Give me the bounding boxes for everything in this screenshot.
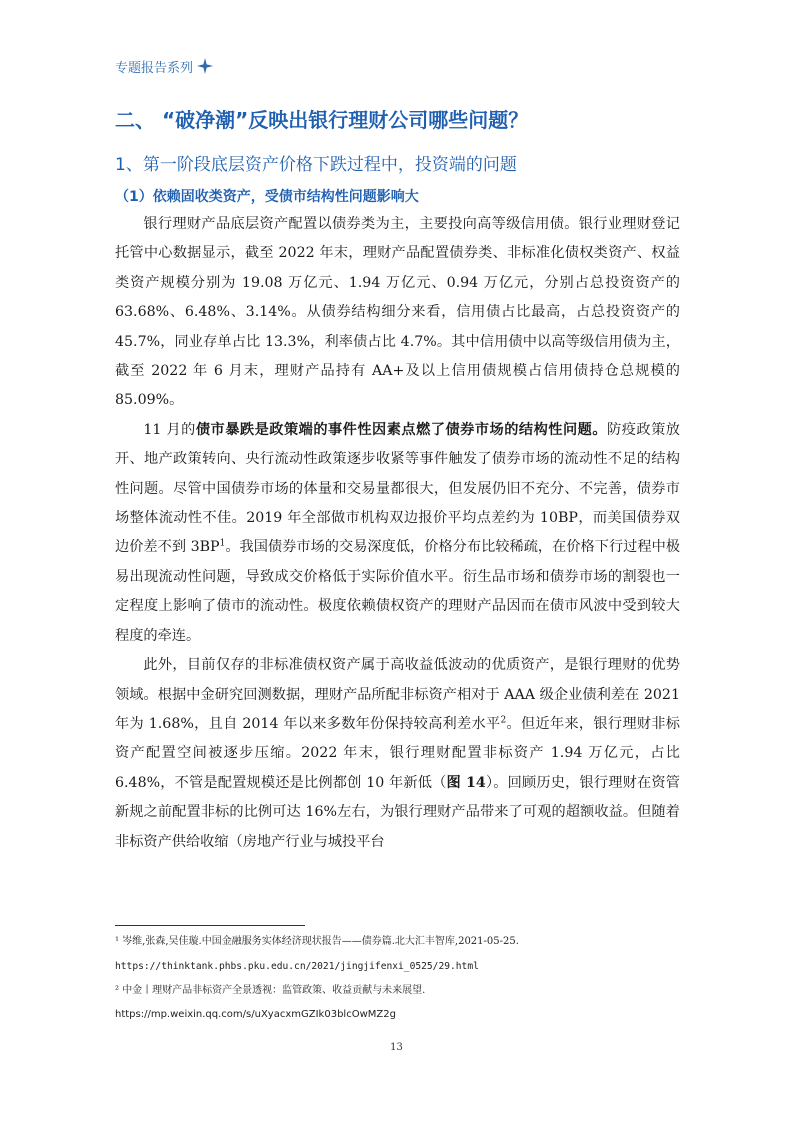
footnote-1-citation: ¹ 岑维,张森,吴佳璇.中国金融服务实体经济现状报告——债券篇.北大汇丰智库,2021-05-25. <box>115 936 519 947</box>
paragraph-3-tail: ）。回顾历史，银行理财在资管新规之前配置非标的比例可达 16%左右，为银行理财产品带来了可观的超额收益。但随着非标资产供给收缩（房地产行业与城投平台 <box>115 774 680 850</box>
footnote-ref-1[interactable]: 1 <box>219 538 226 549</box>
section-title: 二、 “破净潮”反映出银行理财公司哪些问题？ <box>115 108 529 132</box>
paragraph-1: 银行理财产品底层资产配置以债券类为主，主要投向高等级信用债。银行业理财登记托管中心数据显示，截至 2022 年末，理财产品配置债券类、非标准化债权类资产、权益类资产规模分别为 19.08 万亿元、1.94 万亿元、0.94 万亿元，分别占总投资资产的 63.68%、6.48%、3.14%。从债券结构细分来看，信用债占比最高，占总投资资产的 45.7%，同业存单占比 13.3%，利率债占比 4.7%。其中信用债中以高等级信用债为主，截至 2022 年 6 月末，理财产品持有 AA+及以上信用债规模占信用债持仓总规模的 85.09%。 <box>115 216 680 409</box>
four-point-star-icon <box>197 58 213 74</box>
subsubsection-title: （1）依赖固收类资产，受债市结构性问题影响大 <box>115 189 419 205</box>
footnote-divider <box>115 925 305 926</box>
paragraph-3 <box>115 651 680 857</box>
paragraph-3-body: 。但近年来，银行理财非标资产配置空间被逐步压缩。2022 年末，银行理财配置非标资产 1.94 万亿元，占比 6.48%，不管是配置规模还是比例都创 10 年新低（ <box>115 715 680 791</box>
report-series-header <box>115 55 213 77</box>
footnote-2-citation: ² 中金丨理财产品非标资产全景透视：监管政策、收益贡献与未来展望. <box>115 985 426 996</box>
paragraph-2-tail: 。我国债券市场的交易深度低，价格分布比较稀疏，在价格下行过程中极易出现流动性问题，导致成交价格低于实际价值水平。衍生品市场和债券市场的割裂也一定程度上影响了债市的流动性。极度依赖债权资产的理财产品因而在债市风波中受到较大程度的牵连。 <box>115 539 680 644</box>
paragraph-2 <box>115 416 680 651</box>
paragraph-2-lead: 11 月的 <box>143 421 196 438</box>
body-text <box>115 210 680 857</box>
paragraph-2-body: 防疫政策放开、地产政策转向、央行流动性政策逐步收紧等事件触发了债券市场的流动性不足的结构性问题。尽管中国债券市场的体量和交易量都很大，但发展仍旧不充分、不完善，债券市场整体流动性不佳。2019 年全部做市机构双边报价平均点差约为 10BP，而美国债券双边价差不到 3BP <box>115 421 680 556</box>
footnote-2-link[interactable]: https://mp.weixin.qq.com/s/uXyacxmGZIk03blcOwMZ2g <box>115 1009 396 1020</box>
paragraph-2-emphasis: 债市暴跌是政策端的事件性因素点燃了债券市场的结构性问题。 <box>195 421 608 438</box>
footnote-ref-2[interactable]: 2 <box>500 715 507 726</box>
page-number: 13 <box>390 1042 403 1053</box>
footnote-1-link[interactable]: https://thinktank.phbs.pku.edu.cn/2021/jingjifenxi_0525/29.html <box>115 961 479 972</box>
series-title: 专题报告系列 <box>115 60 194 76</box>
figure-reference[interactable]: 图 14 <box>446 774 486 791</box>
paragraph-3-lead: 此外，目前仅存的非标准债权资产属于高收益低波动的优质资产，是银行理财的优势领域。根据中金研究回测数据，理财产品所配非标资产相对于 AAA 级企业债利差在 2021 年为 1.68%，且自 2014 年以来多数年份保持较高利差水平 <box>115 657 680 732</box>
subsection-title: 1、第一阶段底层资产价格下跌过程中，投资端的问题 <box>115 155 517 175</box>
